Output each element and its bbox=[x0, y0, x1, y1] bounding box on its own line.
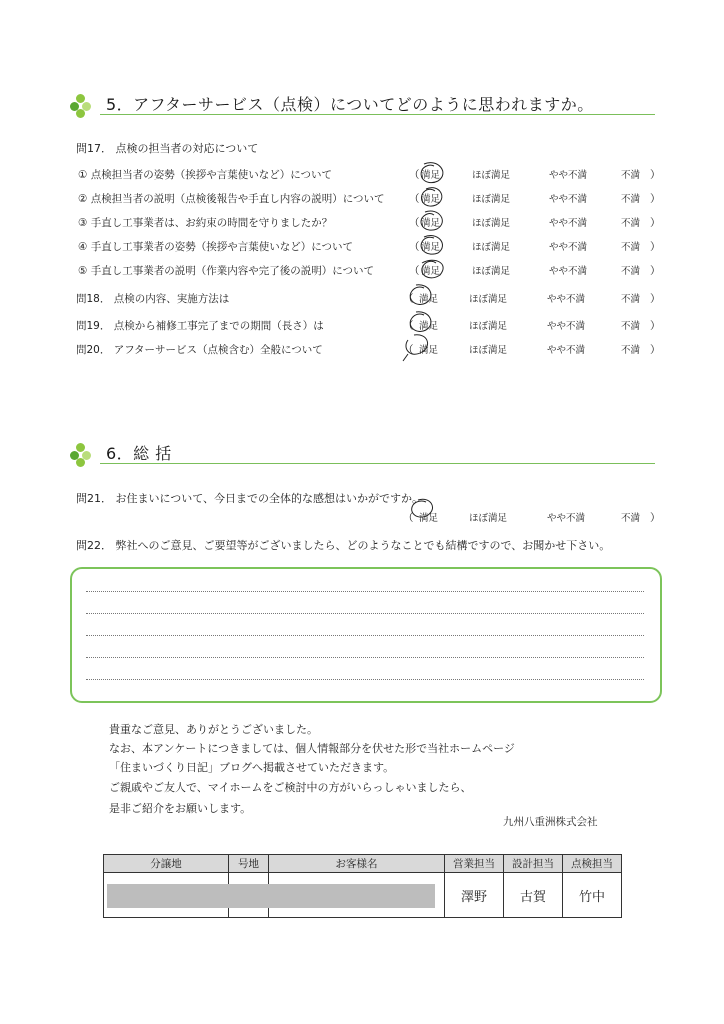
clover-icon bbox=[70, 94, 94, 118]
option-mostly-satisfied[interactable]: ほぼ満足 bbox=[472, 170, 511, 181]
clover-icon bbox=[70, 443, 94, 467]
question-17-item: ① 点検担当者の姿勢（挨拶や言葉使いなど）について bbox=[78, 169, 333, 181]
question-17-item: ⑤ 手直し工事業者の説明（作業内容や完了後の説明）について bbox=[78, 265, 375, 277]
handwritten-circle-mark bbox=[414, 233, 448, 257]
rating-row: ④ 手直し工事業者の姿勢（挨拶や言葉使いなど）について （ 満足 ほぼ満足 やや不満 不満 ） bbox=[0, 239, 724, 255]
rating-row: ① 点検担当者の姿勢（挨拶や言葉使いなど）について （ 満足 ほぼ満足 やや不満 不満 ） bbox=[0, 167, 724, 183]
option-somewhat-dissatisfied[interactable]: やや不満 bbox=[547, 294, 586, 305]
handwritten-circle-mark bbox=[404, 496, 438, 520]
thanks-line: なお、本アンケートにつきましては、個人情報部分を伏せた形で当社ホームページ bbox=[109, 742, 515, 755]
rating-row: ⑤ 手直し工事業者の説明（作業内容や完了後の説明）について （ 満足 ほぼ満足 やや不満 不満 ） bbox=[0, 263, 724, 279]
option-satisfied[interactable]: 満足 bbox=[419, 513, 439, 524]
option-satisfied[interactable]: 満足 bbox=[421, 170, 441, 181]
header-lot-number: 号地 bbox=[229, 855, 269, 873]
question-17-item: ④ 手直し工事業者の姿勢（挨拶や言葉使いなど）について bbox=[78, 241, 354, 253]
option-somewhat-dissatisfied[interactable]: やや不満 bbox=[549, 242, 588, 253]
handwritten-circle-mark bbox=[414, 257, 448, 281]
option-somewhat-dissatisfied[interactable]: やや不満 bbox=[547, 513, 586, 524]
option-somewhat-dissatisfied[interactable]: やや不満 bbox=[549, 218, 588, 229]
thanks-line: ご親戚やご友人で、マイホームをご検討中の方がいらっしゃいましたら、 bbox=[109, 781, 472, 794]
option-satisfied[interactable]: 満足 bbox=[421, 242, 441, 253]
thanks-line: 「住まいづくり日記」ブログへ掲載させていただきます。 bbox=[109, 761, 395, 774]
cell-inspection: 竹中 bbox=[563, 873, 622, 918]
option-mostly-satisfied[interactable]: ほぼ満足 bbox=[472, 242, 511, 253]
option-mostly-satisfied[interactable]: ほぼ満足 bbox=[472, 194, 511, 205]
option-satisfied[interactable]: 満足 bbox=[419, 294, 439, 305]
option-satisfied[interactable]: 満足 bbox=[421, 194, 441, 205]
option-dissatisfied[interactable]: 不満 bbox=[621, 194, 641, 205]
option-satisfied[interactable]: 満足 bbox=[421, 218, 441, 229]
redaction-bar bbox=[107, 884, 435, 908]
writing-line bbox=[86, 679, 644, 680]
option-dissatisfied[interactable]: 不満 bbox=[621, 345, 641, 356]
handwritten-circle-mark bbox=[404, 310, 438, 334]
rating-row: ② 点検担当者の説明（点検後報告や手直し内容の説明）について （ 満足 ほぼ満足 やや不満 不満 ） bbox=[0, 191, 724, 207]
option-somewhat-dissatisfied[interactable]: やや不満 bbox=[549, 266, 588, 277]
option-dissatisfied[interactable]: 不満 bbox=[621, 218, 641, 229]
option-satisfied[interactable]: 満足 bbox=[419, 345, 439, 356]
section-5-title: 5．アフターサービス（点検）についてどのように思われますか。 bbox=[106, 95, 594, 114]
option-dissatisfied[interactable]: 不満 bbox=[621, 242, 641, 253]
option-mostly-satisfied[interactable]: ほぼ満足 bbox=[472, 218, 511, 229]
option-satisfied[interactable]: 満足 bbox=[419, 321, 439, 332]
section-6-title: 6．総 括 bbox=[106, 444, 172, 463]
option-dissatisfied[interactable]: 不満 bbox=[621, 294, 641, 305]
header-inspection: 点検担当 bbox=[563, 855, 622, 873]
question-17: 問17． 点検の担当者の対応について bbox=[76, 142, 259, 155]
writing-line bbox=[86, 635, 644, 636]
header-sales: 営業担当 bbox=[445, 855, 504, 873]
rating-row: 問19． 点検から補修工事完了までの期間（長さ）は （ 満足 ほぼ満足 やや不満 不満 ） bbox=[0, 318, 724, 334]
rating-row: ③ 手直し工事業者は、お約束の時間を守りましたか？ （ 満足 ほぼ満足 やや不満 不満 ） bbox=[0, 215, 724, 231]
question-17-item: ③ 手直し工事業者は、お約束の時間を守りましたか？ bbox=[78, 217, 333, 229]
cell-design: 古賀 bbox=[504, 873, 563, 918]
option-mostly-satisfied[interactable]: ほぼ満足 bbox=[469, 321, 508, 332]
option-satisfied[interactable]: 満足 bbox=[421, 266, 441, 277]
rating-row: （ 満足 ほぼ満足 やや不満 不満 ） bbox=[0, 510, 724, 526]
option-dissatisfied[interactable]: 不満 bbox=[621, 170, 641, 181]
option-dissatisfied[interactable]: 不満 bbox=[621, 513, 641, 524]
section-6-header bbox=[70, 441, 655, 467]
writing-line bbox=[86, 591, 644, 592]
writing-line bbox=[86, 613, 644, 614]
question-21: 問21． お住まいについて、今日までの全体的な感想はいかがですか。 bbox=[76, 492, 424, 505]
option-mostly-satisfied[interactable]: ほぼ満足 bbox=[469, 513, 508, 524]
handwritten-circle-mark bbox=[414, 185, 448, 209]
option-mostly-satisfied[interactable]: ほぼ満足 bbox=[472, 266, 511, 277]
option-dissatisfied[interactable]: 不満 bbox=[621, 321, 641, 332]
option-somewhat-dissatisfied[interactable]: やや不満 bbox=[547, 321, 586, 332]
handwritten-circle-mark bbox=[414, 209, 448, 233]
handwritten-circle-mark bbox=[404, 283, 438, 307]
option-somewhat-dissatisfied[interactable]: やや不満 bbox=[549, 194, 588, 205]
header-lot: 分譲地 bbox=[104, 855, 229, 873]
header-customer-name: お客様名 bbox=[269, 855, 445, 873]
company-name: 九州八重洲株式会社 bbox=[503, 816, 598, 828]
question-22: 問22． 弊社へのご意見、ご要望等がございましたら、どのようなことでも結構ですので、お聞かせ下さい。 bbox=[76, 539, 611, 552]
thanks-line: 貴重なご意見、ありがとうございました。 bbox=[109, 723, 318, 736]
comment-box[interactable] bbox=[70, 567, 662, 703]
option-somewhat-dissatisfied[interactable]: やや不満 bbox=[549, 170, 588, 181]
section-divider bbox=[100, 114, 655, 115]
rating-row: 問20． アフターサービス（点検含む）全般について （ 満足 ほぼ満足 やや不満 不満 ） bbox=[0, 342, 724, 358]
question-20: 問20． アフターサービス（点検含む）全般について bbox=[76, 344, 323, 356]
writing-line bbox=[86, 657, 644, 658]
header-design: 設計担当 bbox=[504, 855, 563, 873]
question-19: 問19． 点検から補修工事完了までの期間（長さ）は bbox=[76, 320, 324, 332]
option-dissatisfied[interactable]: 不満 bbox=[621, 266, 641, 277]
rating-row: 問18． 点検の内容、実施方法は （ 満足 ほぼ満足 やや不満 不満 ） bbox=[0, 291, 724, 307]
thanks-line: 是非ご紹介をお願いします。 bbox=[109, 802, 252, 815]
question-17-item: ② 点検担当者の説明（点検後報告や手直し内容の説明）について bbox=[78, 193, 385, 205]
handwritten-circle-mark bbox=[414, 161, 448, 185]
option-mostly-satisfied[interactable]: ほぼ満足 bbox=[469, 294, 508, 305]
option-mostly-satisfied[interactable]: ほぼ満足 bbox=[469, 345, 508, 356]
question-18: 問18． 点検の内容、実施方法は bbox=[76, 293, 230, 305]
option-somewhat-dissatisfied[interactable]: やや不満 bbox=[547, 345, 586, 356]
cell-sales: 澤野 bbox=[445, 873, 504, 918]
section-divider bbox=[100, 463, 655, 464]
section-5-header bbox=[70, 92, 655, 118]
handwritten-circle-mark bbox=[400, 332, 434, 362]
